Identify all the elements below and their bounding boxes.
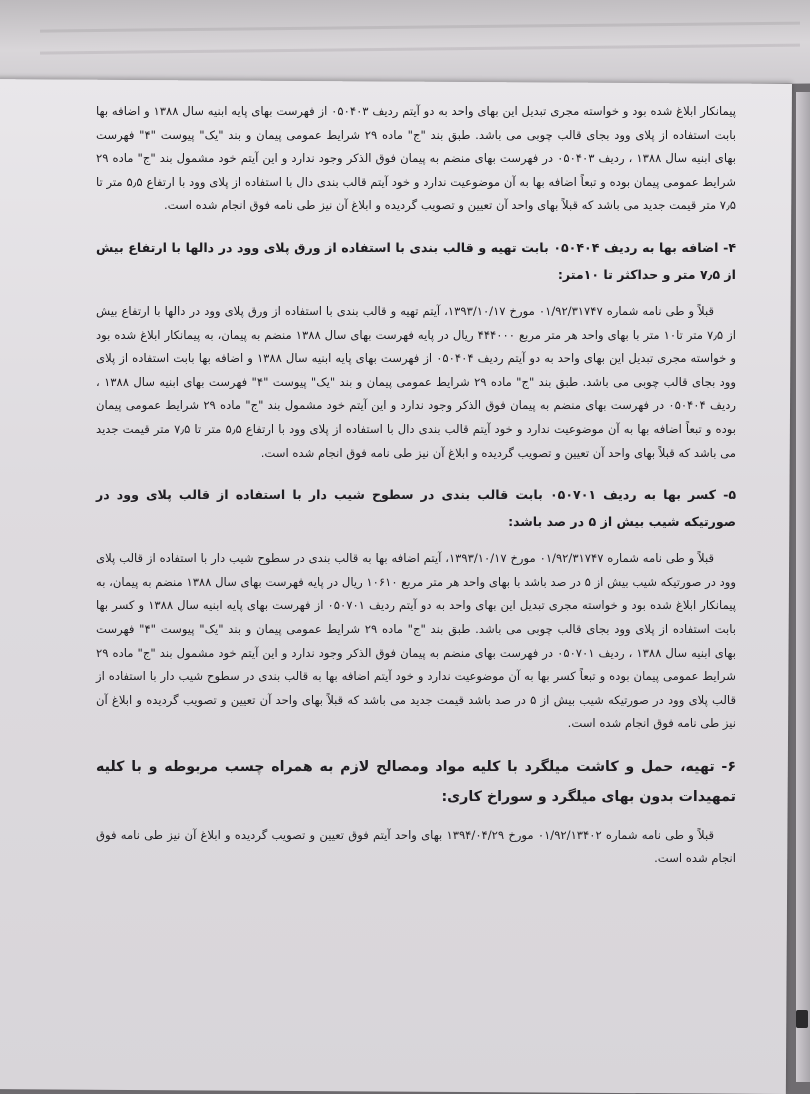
paragraph-6-body: قبلاً و طی نامه شماره ۰۱/۹۲/۱۳۴۰۲ مورخ ۱۳۹۴/۰۴/۲۹ بهای واحد آیتم فوق تعیین و تصویب گردیده و ابلاغ آن نیز طی نامه فوق انجام شده است. [96,827,736,866]
paragraph-5-body: قبلاً و طی نامه شماره ۰۱/۹۲/۳۱۷۴۷ مورخ ۱۳۹۳/۱۰/۱۷، آیتم اضافه بها به قالب بندی در سطوح شیب دار با استفاده از قالب پلای وود در صورتیکه شیب بیش از ۵ در صد باشد با بهای واحد هر متر مربع ۱۰۶۱۰ ریال در پایه فهرست بهای سال ۱۳۸۸ منضم به پیمان، به پیمانکار ابلاغ شده بود و خواسته مجری تبدیل این بهای واحد به دو آیتم ردیف ۰۵۰۷۰۱ از فهرست بهای پایه ابنیه سال ۱۳۸۸ و کسر بها بابت استفاده از پلای وود بجای قالب چوبی می باشد. طبق بند "ج" ماده ۲۹ شرایط عمومی پیمان و بند "یک" پیوست "۴" فهرست بهای ابنیه سال ۱۳۸۸ ، ردیف ۰۵۰۷۰۱ در فهرست بهای منضم به پیمان فوق الذکر وجود ندارد و این آیتم خود مشمول بند "ج" ماده ۲۹ شرایط عمومی پیمان بوده و تبعاً کسر بها به آن موضوعیت ندارد و خود آیتم اضافه بها به قالب بندی در سطوح شیب دار با استفاده از قالب پلای وود در صورتیکه شیب بیش از ۵ در صد باشد قیمت جدید می باشد که قبلاً بهای واحد آن تعیین و تصویب گردیده و ابلاغ آن نیز طی نامه فوق انجام شده است. [96,551,736,731]
paragraph-4-body: قبلاً و طی نامه شماره ۰۱/۹۲/۳۱۷۴۷ مورخ ۱۳۹۳/۱۰/۱۷، آیتم تهیه و قالب بندی با استفاده از ورق پلای وود در دالها با ارتفاع بیش از ۷٫۵ متر تا۱۰ متر با بهای واحد هر متر مربع ۴۴۴۰۰۰ ریال در پایه فهرست بهای سال ۱۳۸۸ منضم به پیمان، به پیمانکار ابلاغ شده بود و خواسته مجری تبدیل این بهای واحد به دو آیتم ردیف ۰۵۰۴۰۴ از فهرست بهای پایه ابنیه سال ۱۳۸۸ و اضافه بها بابت استفاده از پلای وود بجای قالب چوبی می باشد. طبق بند "ج" ماده ۲۹ شرایط عمومی پیمان و بند "یک" پیوست "۴" فهرست بهای ابنیه سال ۱۳۸۸ ، ردیف ۰۵۰۴۰۴ در فهرست بهای منضم به پیمان فوق الذکر وجود ندارد و این آیتم خود مشمول بند "ج" ماده ۲۹ شرایط عمومی پیمان بوده و تبعاً اضافه بها به آن موضوعیت ندارد و خود آیتم قالب بندی دال با استفاده از پلای وود با ارتفاع ۵٫۵ متر تا ۷٫۵ متر قیمت جدید می باشد که قبلاً بهای واحد آن تعیین و تصویب گردیده و ابلاغ آن نیز طی نامه فوق انجام شده است. [96,303,737,460]
section-heading-5: ۵- کسر بها به ردیف ۰۵۰۷۰۱ بابت قالب بندی در سطوح شیب دار با استفاده از قالب پلای وود در صورتیکه شیب بیش از ۵ در صد باشد: [96,487,737,530]
faded-text-line [40,44,800,55]
document-body [96,100,736,887]
section-heading-6: ۶- تهیه، حمل و کاشت میلگرد با کلیه مواد ومصالح لازم به همراه چسب مربوطه و با کلیه تمهیدات بدون بهای میلگرد و سوراخ کاری: [96,758,736,805]
page-stack-edge [796,92,810,1082]
paragraph-3-continuation: پیمانکار ابلاغ شده بود و خواسته مجری تبدیل این بهای واحد به دو آیتم ردیف ۰۵۰۴۰۳ از فهرست بهای پایه ابنیه سال ۱۳۸۸ و اضافه بها بابت استفاده از پلای وود بجای قالب چوبی می باشد. طبق بند "ج" ماده ۲۹ شرایط عمومی پیمان و بند "یک" پیوست "۴" فهرست بهای ابنیه سال ۱۳۸۸ ، ردیف ۰۵۰۴۰۳ در فهرست بهای منضم به پیمان فوق الذکر وجود ندارد و این آیتم خود مشمول بند "ج" ماده ۲۹ شرایط عمومی پیمان بوده و تبعاً اضافه بها به آن موضوعیت ندارد و خود آیتم قالب بندی دال با استفاده از پلای وود با ارتفاع ۵٫۵ متر تا ۷٫۵ متر قیمت جدید می باشد که قبلاً بهای واحد آن تعیین و تصویب گردیده و ابلاغ آن نیز طی نامه فوق انجام شده است. [96,104,736,213]
section-heading-4: ۴- اضافه بها به ردیف ۰۵۰۴۰۴ بابت تهیه و قالب بندی با استفاده از ورق پلای وود در دالها با ارتفاع بیش از ۷٫۵ متر و حداکثر تا ۱۰متر: [96,239,736,282]
ink-bleed-mark [796,1010,808,1028]
previous-page-edge [0,0,810,92]
faded-text-line [40,22,800,33]
